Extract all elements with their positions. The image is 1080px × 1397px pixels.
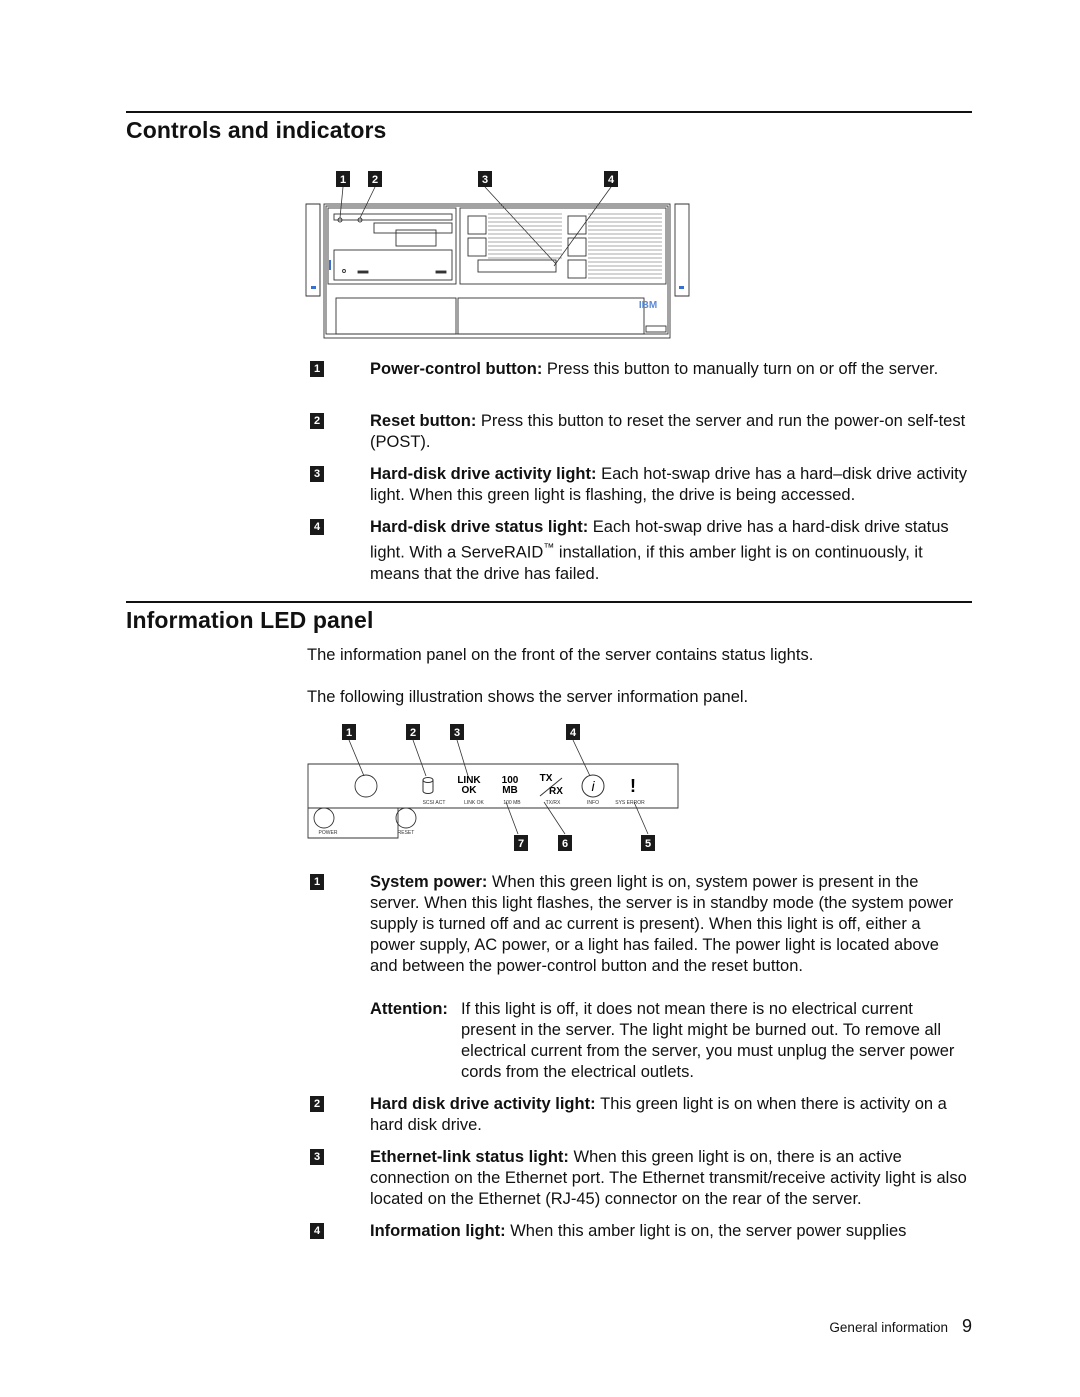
speed-label: 100	[501, 775, 519, 786]
callout-badge	[641, 835, 655, 851]
callout-badge	[450, 724, 464, 740]
item-term: System power:	[370, 873, 492, 891]
callout-badge: 1	[310, 361, 324, 377]
intro-paragraph: The information panel on the front of the server contains status lights.	[307, 646, 814, 664]
item-text: When this amber light is on, the server power supplies	[510, 1222, 907, 1240]
callout-badge: 4	[310, 1223, 324, 1239]
item-term: Hard-disk drive activity light:	[370, 465, 602, 483]
callout-badge	[566, 724, 580, 740]
small-label: TX/RX	[545, 800, 561, 806]
item-text: When this green light is on, system power is present in the server. When this light flashes, the server is in standby mode (the system power supply is turned off and ac current is present). When this light is off, either a power supply, AC power, or a light has failed. The power light is located above and between the power-control button and the reset button.	[370, 873, 954, 975]
item-term: Reset button:	[370, 412, 481, 430]
callout-text: 5	[644, 838, 652, 850]
callout-badge: 3	[310, 466, 324, 482]
mb-label: MB	[502, 785, 518, 796]
info-panel-illustration	[300, 720, 685, 855]
item-text: When this green light is on, there is an active connection on the Ethernet port. The Ethernet transmit/receive activity light is also located on the Ethernet (RJ-45) connector on the rear of the server.	[370, 1148, 967, 1208]
callout-text: 2	[409, 727, 417, 739]
item-term: Power-control button:	[370, 360, 547, 378]
callout-text: 2	[371, 174, 379, 186]
callout-badge: 2	[310, 1096, 324, 1112]
item-term: Ethernet-link status light:	[370, 1148, 574, 1166]
list-item	[313, 411, 970, 453]
callout-text: 4	[607, 174, 615, 186]
item-text-continued: installation, if this amber light is on continuously, it means that the drive has failed.	[370, 543, 923, 583]
callout-text: 1	[345, 727, 353, 739]
item-text: Each hot-swap drive has a hard-disk drive status light. With a ServeRAID	[370, 518, 949, 562]
server-front-illustration	[300, 168, 695, 346]
list-item	[313, 464, 970, 506]
callout-badge	[368, 171, 382, 187]
callout-badge: 1	[310, 874, 324, 890]
page-number: 9	[961, 1316, 972, 1336]
callout-badge	[558, 835, 572, 851]
list-item	[313, 1147, 970, 1210]
page-footer	[780, 1316, 972, 1337]
footer-section-name: General information	[829, 1320, 948, 1335]
intro-paragraph: The following illustration shows the server information panel.	[307, 688, 749, 706]
rx-label: RX	[549, 786, 563, 797]
ibm-logo: IBM	[638, 300, 658, 311]
section-title-info-led: Information LED panel	[126, 607, 374, 633]
callout-badge	[514, 835, 528, 851]
attention-note	[370, 999, 970, 1083]
item-text: Press this button to manually turn on or off the server.	[546, 360, 939, 378]
item-text: Press this button to reset the server and run the power-on self-test (POST).	[370, 412, 966, 451]
section-rule-top	[126, 111, 972, 113]
ok-label: OK	[461, 785, 477, 796]
list-item	[313, 872, 970, 977]
leader-lines	[340, 187, 611, 266]
tx-label: TX	[539, 773, 553, 784]
info-icon	[582, 775, 604, 797]
section-title-controls: Controls and indicators	[126, 117, 387, 143]
callout-badge	[406, 724, 420, 740]
small-label: SCSI ACT	[422, 800, 446, 806]
small-label: LINK OK	[464, 800, 484, 806]
section-rule-middle	[126, 601, 972, 603]
callout-text: 6	[561, 838, 569, 850]
leader-lines	[349, 740, 648, 834]
callout-badge	[478, 171, 492, 187]
callout-badge	[342, 724, 356, 740]
reset-label: RESET	[397, 830, 415, 836]
callout-badge: 4	[310, 519, 324, 535]
info-glyph: i	[591, 778, 595, 794]
callout-text: 7	[517, 838, 525, 850]
vent-grille	[488, 214, 662, 278]
callout-text: 3	[453, 727, 461, 739]
callout-badge: 3	[310, 1149, 324, 1165]
power-label: POWER	[318, 830, 338, 836]
callout-text: 3	[481, 174, 489, 186]
rack-ear-mark	[311, 286, 316, 289]
link-label: LINK	[457, 775, 481, 786]
disk-activity-icon	[423, 778, 433, 794]
callout-badge	[604, 171, 618, 187]
error-icon: !	[630, 776, 636, 796]
item-term: Hard-disk drive status light:	[370, 518, 593, 536]
list-item	[313, 359, 970, 380]
rack-ear-mark	[679, 286, 684, 289]
item-text: This green light is on when there is activity on a hard disk drive.	[370, 1095, 947, 1134]
attention-text: If this light is off, it does not mean there is no electrical current present in the server. The light might be burned out. To remove all electrical current from the server, you must unplug the server power cords from the electrical outlets.	[461, 1000, 955, 1081]
small-label: SYS ERROR	[615, 800, 645, 806]
callout-badge	[336, 171, 350, 187]
item-term: Hard disk drive activity light:	[370, 1095, 601, 1113]
server-chassis	[306, 204, 689, 338]
item-text: Each hot-swap drive has a hard–disk drive activity light. When this green light is flashing, the drive is being accessed.	[370, 465, 967, 504]
attention-label: Attention:	[370, 1000, 448, 1018]
trademark-symbol: ™	[543, 542, 555, 554]
blue-latch	[329, 260, 331, 270]
callout-text: 1	[339, 174, 347, 186]
item-term: Information light:	[370, 1222, 511, 1240]
list-item	[313, 1094, 970, 1136]
panel-small-labels	[319, 800, 646, 836]
small-label: 100 MB	[503, 800, 521, 806]
callout-text: 4	[569, 727, 577, 739]
list-item	[313, 1221, 970, 1242]
small-label: INFO	[587, 800, 599, 806]
list-item	[313, 517, 970, 585]
callout-badge: 2	[310, 413, 324, 429]
